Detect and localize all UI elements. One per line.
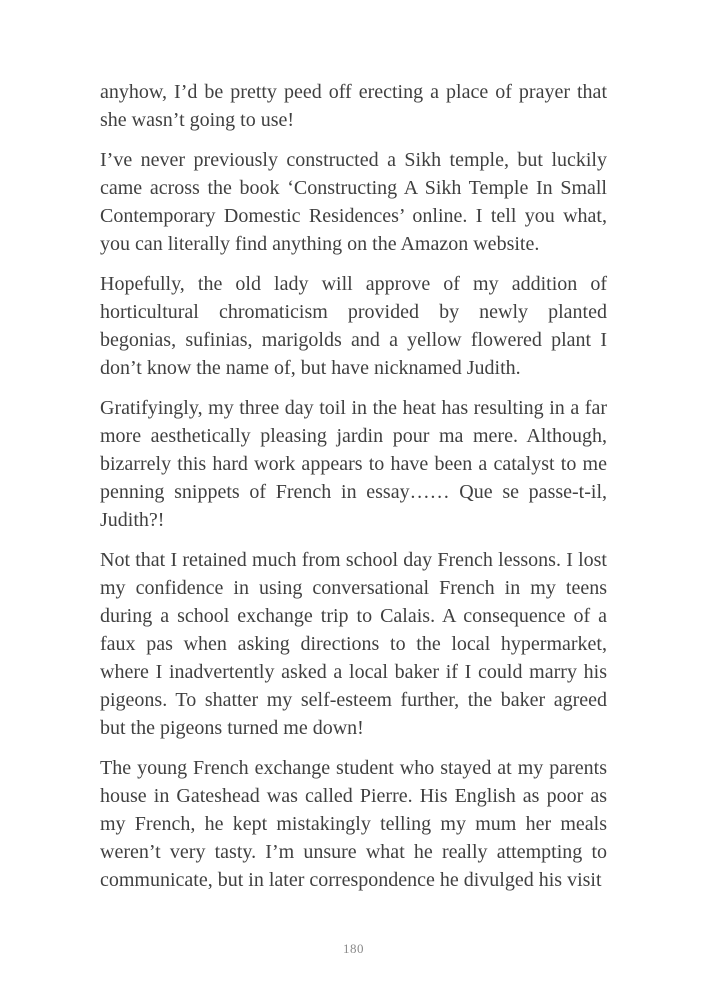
- paragraph: anyhow, I’d be pretty peed off erecting a place of prayer that she wasn’t going to use!: [100, 81, 607, 131]
- paragraph: Not that I retained much from school day French lessons. I lost my confidence in using conversational French in my teens during a school exchange trip to Calais. A consequence of a faux pas when asking directions to the local hypermarket, where I inadvertently asked a local baker if I could marry his pigeons. To shatter my self-esteem further, the baker agreed but the pigeons turned me down!: [100, 549, 607, 739]
- body-text: [100, 78, 607, 906]
- page-number: 180: [343, 941, 364, 956]
- paragraph: I’ve never previously constructed a Sikh temple, but luckily came across the book ‘Constructing A Sikh Temple In Small Contemporary Domestic Residences’ online. I tell you what, you can literally find anything on the Amazon website.: [100, 149, 607, 255]
- paragraph: Gratifyingly, my three day toil in the heat has resulting in a far more aesthetically pleasing jardin pour ma mere. Although, bizarrely this hard work appears to have been a catalyst to me penning snippets of French in essay…… Que se passe-t-il, Judith?!: [100, 397, 607, 531]
- paragraph: The young French exchange student who stayed at my parents house in Gateshead was called Pierre. His English as poor as my French, he kept mistakingly telling my mum her meals weren’t very tasty. I’m unsure what he really attempting to communicate, but in later correspondence he divulged his visit: [100, 757, 607, 891]
- paragraph: Hopefully, the old lady will approve of my addition of horticultural chromaticism provided by newly planted begonias, sufinias, marigolds and a yellow flowered plant I don’t know the name of, but have nicknamed Judith.: [100, 273, 607, 379]
